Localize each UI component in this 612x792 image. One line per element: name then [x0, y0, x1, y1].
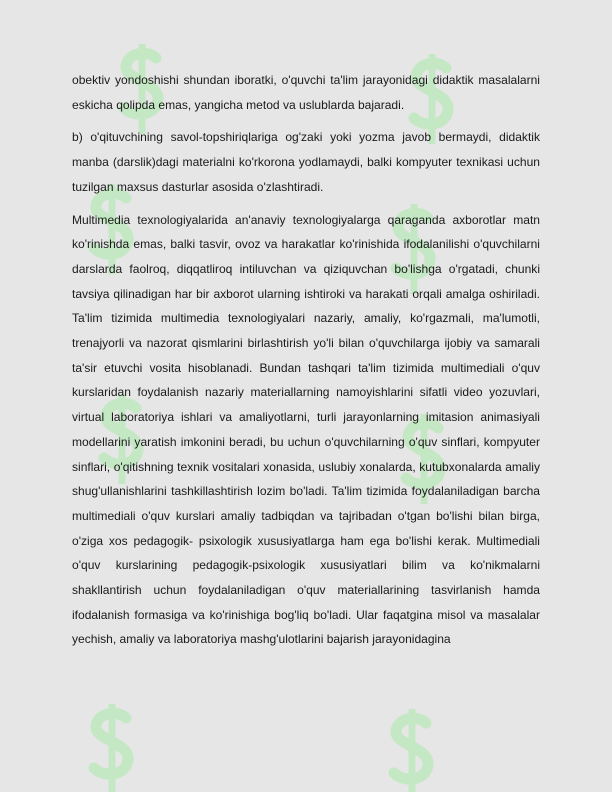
- paragraph-continuation: obektiv yondoshishi shundan iboratki, o'quvchi ta'lim jarayonidagi didaktik masalalarni eskicha qolipda emas, yangicha metod va uslublarda bajaradi.: [72, 73, 540, 112]
- dollar-sign-watermark-icon: [78, 700, 148, 792]
- paragraph-b-item: b) o'qituvchining savol-topshiriqlariga og'zaki yoki yozma javob bermaydi, didaktik manba (darslik)dagi materialni ko'rkorona yodlamaydi, balki kompyuter texnikasi uchun tuzilgan maxsus dasturlar asosida o'zlashtiradi.: [72, 130, 540, 194]
- paragraph-multimedia: Multimedia texnologiyalarida an'anaviy texnologiyalarga qaraganda axborotlar matn ko'rinishda emas, balki tasvir, ovoz va harakatlar ko'rinishida ifodalanilishi o'quvchilarni darslarda faolroq, diqqatliroq intiluvchan va qiziquvchan bo'lishga o'rgatadi, chunki tavsiya qilinadigan har bir axborot ularning ishtiroki va harakati orqali amalga oshiriladi. Ta'lim tizimida multimedia texnologiyalari nazariy, amaliy, ko'rgazmali, ma'lumotli, trenajyorli va nazorat qismlarini birlashtirish yo'li bilan o'quvchilarga ijobiy va samarali ta'sir etuvchi vosita hisoblanadi. Bundan tashqari ta'lim tizimida multimediali o'quv kurslaridan foydalanish nazariy materiallarning namoyishlarini sifatli video yozuvlari, virtual laboratoriya ishlari va amaliyotlarni, turli jarayonlarning imitasion animasiyali modellarini yaratish imkonini beradi, bu uchun o'quvchilarning o'quv sinflari, kompyuter sinflari, o'qitishning texnik vositalari xonasida, uslubiy xonalarda, kutubxonalarda amaliy shug'ullanishlarini tashkillashtirish lozim bo'ladi. Ta'lim tizimida foydalaniladigan barcha multimediali o'quv kurslari amaliy tadbiqdan va tajribadan o'tgan bo'lishi bilan birga, o'ziga xos pedagogik- psixologik xususiyatlarga ham ega bo'lishi kerak. Multimediali o'quv kurslarining pedagogik-psixologik xususiyatlari bilim va ko'nikmalarni shakllantirish uchun foydalaniladigan o'quv materiallarining tasvirlanish hamda ifodalanish formasiga va ko'rinishiga bog'liq bo'ladi. Ular faqatgina misol va masalalar yechish, amaliy va laboratoriya mashg'ulotlarini bajarish jarayonidagina: [72, 212, 540, 647]
- document-body: [72, 68, 540, 660]
- dollar-sign-watermark-icon: [378, 705, 448, 792]
